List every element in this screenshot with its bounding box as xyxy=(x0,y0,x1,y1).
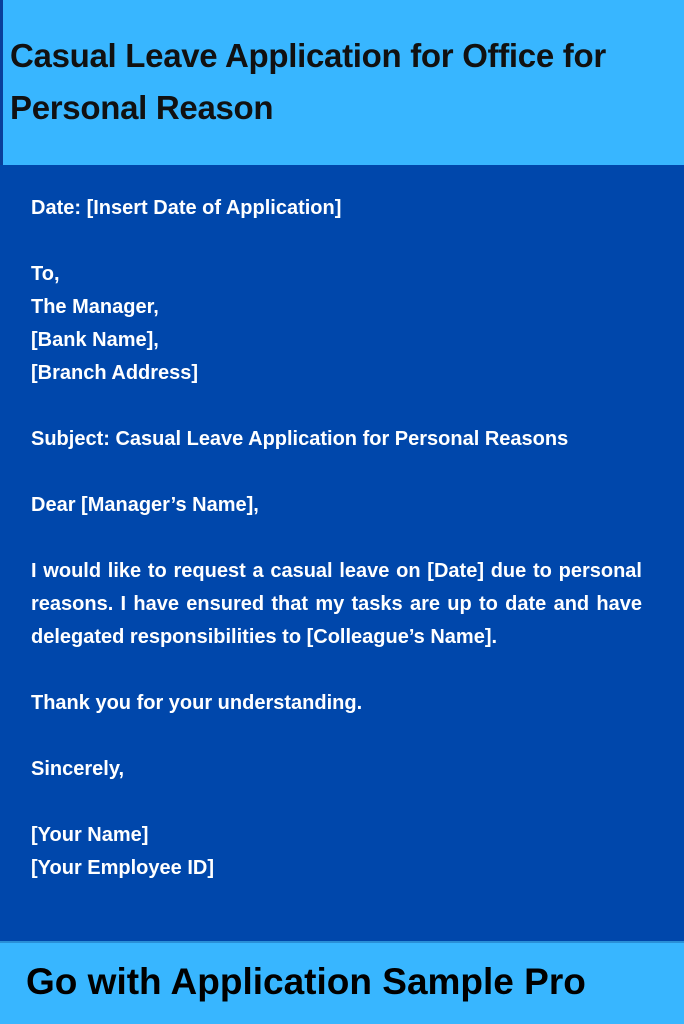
spacer xyxy=(31,390,642,423)
signature-employee-id: [Your Employee ID] xyxy=(31,857,214,879)
footer-banner xyxy=(0,941,684,1024)
letter-date: Date: [Insert Date of Application] xyxy=(31,197,342,219)
footer-brand-text: Go with Application Sample Pro xyxy=(26,961,586,1002)
letter-subject: Subject: Casual Leave Application for Personal Reasons xyxy=(31,428,569,450)
spacer xyxy=(31,786,642,819)
spacer xyxy=(31,456,642,489)
signature-name: [Your Name] xyxy=(31,824,149,846)
letter-salutation: Dear [Manager’s Name], xyxy=(31,494,259,516)
page-title: Casual Leave Application for Office for Personal Reason xyxy=(10,37,606,126)
letter-thanks: Thank you for your understanding. xyxy=(31,692,363,714)
spacer xyxy=(31,720,642,753)
spacer xyxy=(31,654,642,687)
spacer xyxy=(31,225,642,258)
letter-content xyxy=(31,192,642,885)
spacer xyxy=(31,522,642,555)
header-banner xyxy=(0,0,684,165)
letter-body: I would like to request a casual leave on [Date] due to personal reasons. I have ensured that my tasks are up to date and have delegated responsibilities to [Colleague’s Name]. xyxy=(31,560,642,648)
letter-closing: Sincerely, xyxy=(31,758,125,780)
letter-to: To, xyxy=(31,263,60,285)
recipient-title: The Manager, xyxy=(31,296,159,318)
recipient-address: [Branch Address] xyxy=(31,362,199,384)
recipient-bank: [Bank Name], xyxy=(31,329,159,351)
